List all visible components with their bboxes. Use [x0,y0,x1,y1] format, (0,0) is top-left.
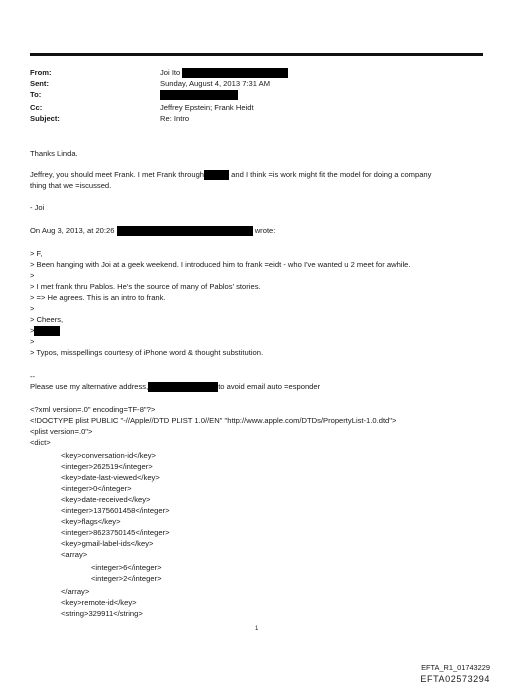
quoted-line: > [30,271,35,280]
body-para-line2: thing that we =iscussed. [30,181,112,190]
xml-line: <key>remote-id</key> [61,598,137,607]
redaction-box [204,170,229,180]
xml-line: <dict> [30,438,51,447]
xml-line: <integer>0</integer> [61,484,132,493]
page-number: 1 [255,626,259,632]
signature: - Joi [30,203,45,212]
quoted-line: > F, [30,249,43,258]
signature-separator: -- [30,372,36,381]
to-label: To: [30,90,42,99]
xml-line: <key>conversation-id</key> [61,451,156,460]
bates-number-small: EFTA_R1_01743229 [421,663,490,672]
from-label: From: [30,68,52,77]
xml-line: <!DOCTYPE plist PUBLIC "-//Apple//DTD PLIST 1.0//EN" "http://www.apple.com/DTDs/PropertyList-1.0.dtd"> [30,416,397,425]
xml-line: <string>329911</string> [61,609,143,618]
xml-line: <integer>8623750145</integer> [61,528,170,537]
subject-label: Subject: [30,114,60,123]
xml-line: <key>date-received</key> [61,495,151,504]
xml-line: <integer>1375601458</integer> [61,506,170,515]
redaction-box [34,326,60,336]
redaction-box [160,90,238,100]
quoted-line: > Been hanging with Joi at a geek weekend. I introduced him to frank =eidt - who I've wanted u 2 meet for awhile. [30,260,411,269]
quoted-line: > [30,337,35,346]
quoted-line: > [30,326,60,336]
xml-line: <integer>2</integer> [91,574,162,583]
sent-value: Sunday, August 4, 2013 7:31 AM [160,79,271,88]
bates-number-large: EFTA02573294 [420,674,490,684]
redaction-box [117,226,253,236]
xml-line: <plist version=.0"> [30,427,93,436]
xml-line: <key>gmail-label-ids</key> [61,539,154,548]
xml-line: </array> [61,587,90,596]
quoted-line: > I met frank thru Pablos. He's the source of many of Pablos' stories. [30,282,261,291]
xml-line: <integer>262519</integer> [61,462,153,471]
xml-line: <array> [61,550,88,559]
subject-value: Re: Intro [160,114,190,123]
redaction-box [182,68,288,78]
xml-line: <?xml version=.0" encoding=TF-8"?> [30,405,156,414]
redaction-box [148,382,218,392]
xml-line: <key>date-last-viewed</key> [61,473,160,482]
quote-intro: On Aug 3, 2013, at 20:26 wrote: [30,226,276,235]
xml-line: <key>flags</key> [61,517,121,526]
xml-line: <integer>6</integer> [91,563,162,572]
alt-address-line: Please use my alternative address, to avoid email auto =esponder [30,382,321,391]
quoted-line: > => He agrees. This is an intro to frank. [30,293,166,302]
quoted-line: > [30,304,35,313]
sent-label: Sent: [30,79,49,88]
body-para-line1: Jeffrey, you should meet Frank. I met Frank through and I think =is work might fit the model for doing a company [30,170,432,179]
from-value: Joi Ito [160,67,288,78]
cc-value: Jeffrey Epstein; Frank Heidt [160,103,254,112]
header-rule [30,53,483,56]
quoted-line: > Typos, misspellings courtesy of iPhone word & thought substitution. [30,348,264,357]
greeting: Thanks Linda. [30,149,78,158]
cc-label: Cc: [30,103,43,112]
to-value [160,89,238,100]
quoted-line: > Cheers, [30,315,64,324]
